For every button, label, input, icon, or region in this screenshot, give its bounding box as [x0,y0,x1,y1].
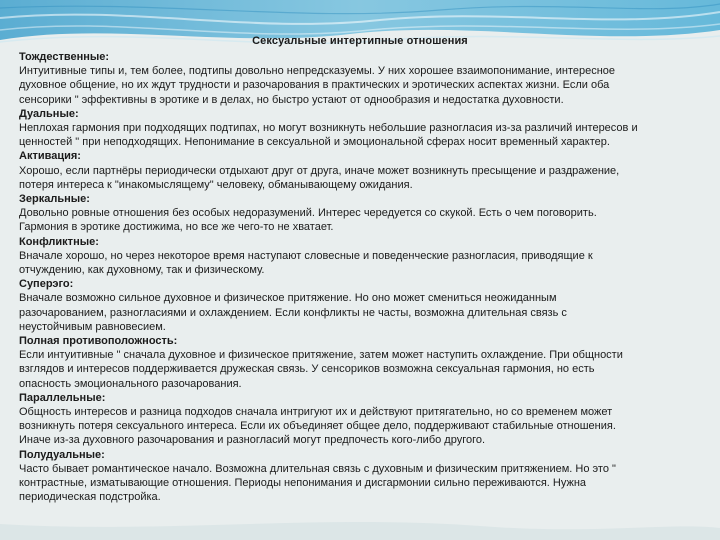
section-text: Хорошо, если партнёры периодически отдыхают друг от друга, иначе может возникнуть пресыщение и раздражение, потеря интереса к "инакомыслящему" человеку, обманывающему ожидания. [19,164,620,191]
section-identical [19,50,709,107]
section-heading: Конфликтные: [19,235,99,248]
section-mirror [19,192,709,235]
slide-body [19,50,709,505]
section-text: Общность интересов и разница подходов сначала интригуют их и действуют притягательно, но со временем может возникнуть потеря сексуального интереса. Если их объединяет общее дело, поддерживают стабильные отношения. Иначе из-за духовного разочарования и разногласий могут предпочесть кого-либо другого. [19,406,616,447]
section-activation [19,149,709,192]
section-text: Вначале хорошо, но через некоторое время наступают словесные и поведенческие разногласия, приводящие к отчуждению, как духовному, так и физическому. [19,249,593,277]
section-text: Интуитивные типы и, тем более, подтипы довольно непредсказуемы. У них хорошее взаимопонимание, интересное духовное общение, но их ждут трудности и разочарования в практических и эротических аспектах жизни. Если оба сенсорики " эффективны в эротике и в делах, но быстро устают от однообразия и недостатка духовности. [19,65,615,106]
section-semi-dual [19,448,709,505]
section-heading: Активация: [19,150,81,163]
section-parallel [19,391,709,448]
section-superego [19,277,709,334]
section-heading: Полудуальные: [19,448,105,461]
section-heading: Зеркальные: [19,193,90,206]
slide-title: Сексуальные интертипные отношения [252,35,468,47]
section-text: Довольно ровные отношения без особых недоразумений. Интерес чередуется со скукой. Есть о чем поговорить. Гармония в эротике достижима, но все же чего-то не хватает. [19,207,597,234]
section-heading: Дуальные: [19,107,79,120]
section-text: Если интуитивные " сначала духовное и физическое притяжение, затем может наступить охлаждение. При общности взглядов и интересов поддерживается дружеская связь. У сенсориков возможна сексуальная гармония, но есть опасность эмоционального разочарования. [19,349,623,390]
section-opposite [19,334,709,391]
section-heading: Тождественные: [19,51,110,63]
section-heading: Параллельные: [19,391,106,404]
section-heading: Суперэго: [19,278,74,291]
section-heading: Полная противоположность: [19,335,178,348]
section-conflict [19,235,709,278]
section-text: Часто бывает романтическое начало. Возможна длительная связь с духовным и физическим притяжением. Но это " контрастные, изматывающие отношения. Периоды непонимания и дисгармонии сильно переживаются. Нужна периодическая подстройка. [19,462,616,504]
section-dual [19,107,709,150]
section-text: Вначале возможно сильное духовное и физическое притяжение. Но оно может смениться неожиданным разочарованием, разногласиями и охлаждением. Если конфликты не часты, возможна длительная связь с неустойчивым равновесием. [19,292,567,333]
section-text: Неплохая гармония при подходящих подтипах, но могут возникнуть небольшие разногласия из-за различий интересов и ценностей " при неподходящих. Непонимание в сексуальной и эмоциональной сферах носит временный характер. [19,122,638,149]
